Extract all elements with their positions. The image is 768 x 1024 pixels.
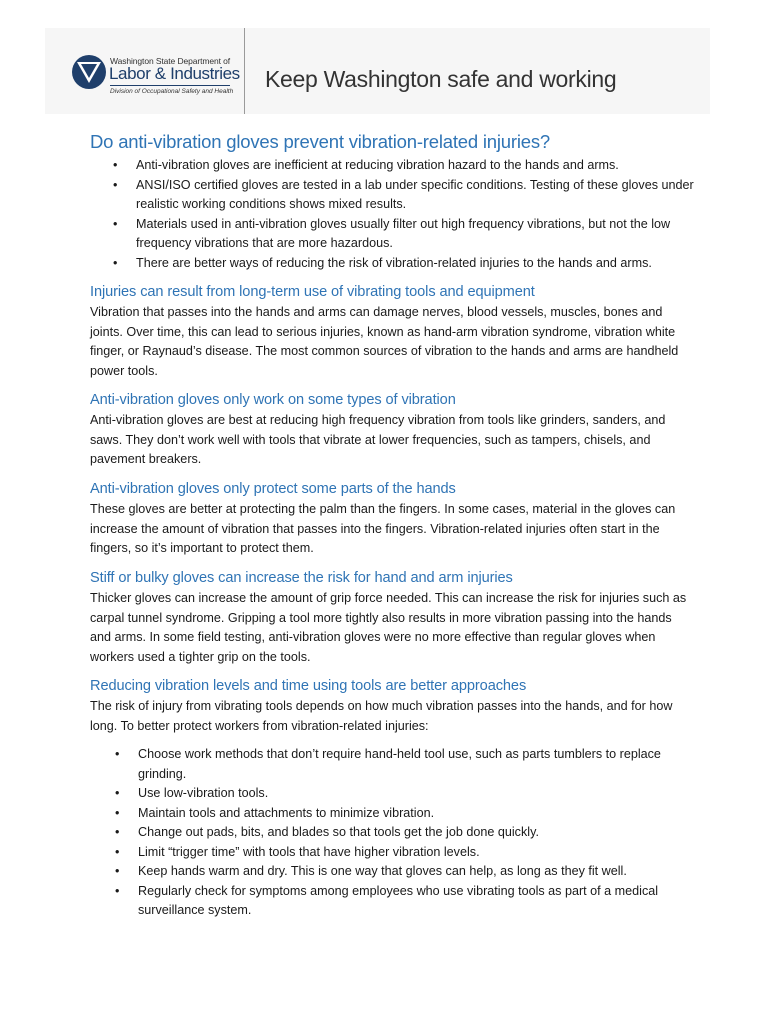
list-item: • Anti-vibration gloves are inefficient at reducing vibration hazard to the hands and arms. <box>90 156 696 176</box>
section-heading: Stiff or bulky gloves can increase the risk for hand and arm injuries <box>90 570 513 586</box>
list-item: • There are better ways of reducing the risk of vibration-related injuries to the hands and arms. <box>90 254 696 274</box>
section-body: The risk of injury from vibrating tools depends on how much vibration passes into the hands, and for how long. To better protect workers from vibration-related injuries: <box>90 699 673 733</box>
list-item: • Use low-vibration tools. <box>90 784 698 804</box>
approach-bullet-list <box>90 745 698 921</box>
list-item: • Maintain tools and attachments to minimize vibration. <box>90 804 698 824</box>
section-body: Thicker gloves can increase the amount of grip force needed. This can increase the risk for injuries such as carpal tunnel syndrome. Gripping a tool more tightly also results in more vibration passing into the hands and arms. In some field testing, anti-vibration gloves were no more effective than regular gloves when workers used a tighter grip on the tools. <box>90 591 687 664</box>
agency-logo <box>70 50 240 102</box>
list-item: • Keep hands warm and dry. This is one way that gloves can help, as long as they fit well. <box>90 862 698 882</box>
list-item: • Materials used in anti-vibration gloves usually filter out high frequency vibrations, but not the low frequency vibrations that are more hazardous. <box>90 215 696 254</box>
section-body: Anti-vibration gloves are best at reducing high frequency vibration from tools like grinders, sanders, and saws. They don’t work well with tools that vibrate at lower frequencies, such as tampers, chisels, and pavement breakers. <box>90 413 666 466</box>
list-item: • Limit “trigger time” with tools that have higher vibration levels. <box>90 843 698 863</box>
section-body: These gloves are better at protecting the palm than the fingers. In some cases, material in the gloves can increase the amount of vibration that passes into the fingers. Vibration-related injuries often start in the fingers, so it’s important to protect them. <box>90 502 676 555</box>
list-item: • Choose work methods that don’t require hand-held tool use, such as parts tumblers to replace grinding. <box>90 745 698 784</box>
list-item: • Regularly check for symptoms among employees who use vibrating tools as part of a medical surveillance system. <box>90 882 698 921</box>
agency-department-text: Washington State Department of <box>110 56 231 66</box>
list-item: • ANSI/ISO certified gloves are tested in a lab under specific conditions. Testing of these gloves under realistic working conditions shows mixed results. <box>90 176 696 215</box>
list-item: • Change out pads, bits, and blades so that tools get the job done quickly. <box>90 823 698 843</box>
section-heading: Reducing vibration levels and time using tools are better approaches <box>90 678 527 694</box>
agency-name: Labor & Industries <box>109 64 240 83</box>
section-body: Vibration that passes into the hands and arms can damage nerves, blood vessels, muscles, bones and joints. Over time, this can lead to serious injuries, known as hand-arm vibration syndrome, vibration white finger, or Raynaud’s disease. The most common sources of vibration to the hands and arms are handheld power tools. <box>90 305 679 378</box>
section-heading: Anti-vibration gloves only protect some parts of the hands <box>90 481 456 497</box>
agency-division: Division of Occupational Safety and Health <box>110 88 234 95</box>
page-title: Do anti-vibration gloves prevent vibration-related injuries? <box>90 131 550 152</box>
section-heading: Anti-vibration gloves only work on some types of vibration <box>90 392 456 408</box>
header-divider <box>244 28 245 114</box>
header-tagline: Keep Washington safe and working <box>265 66 617 92</box>
intro-bullet-list <box>90 156 696 273</box>
logo-rule <box>110 85 230 86</box>
lni-emblem-icon <box>70 50 108 102</box>
section-heading: Injuries can result from long-term use of vibrating tools and equipment <box>90 284 535 300</box>
